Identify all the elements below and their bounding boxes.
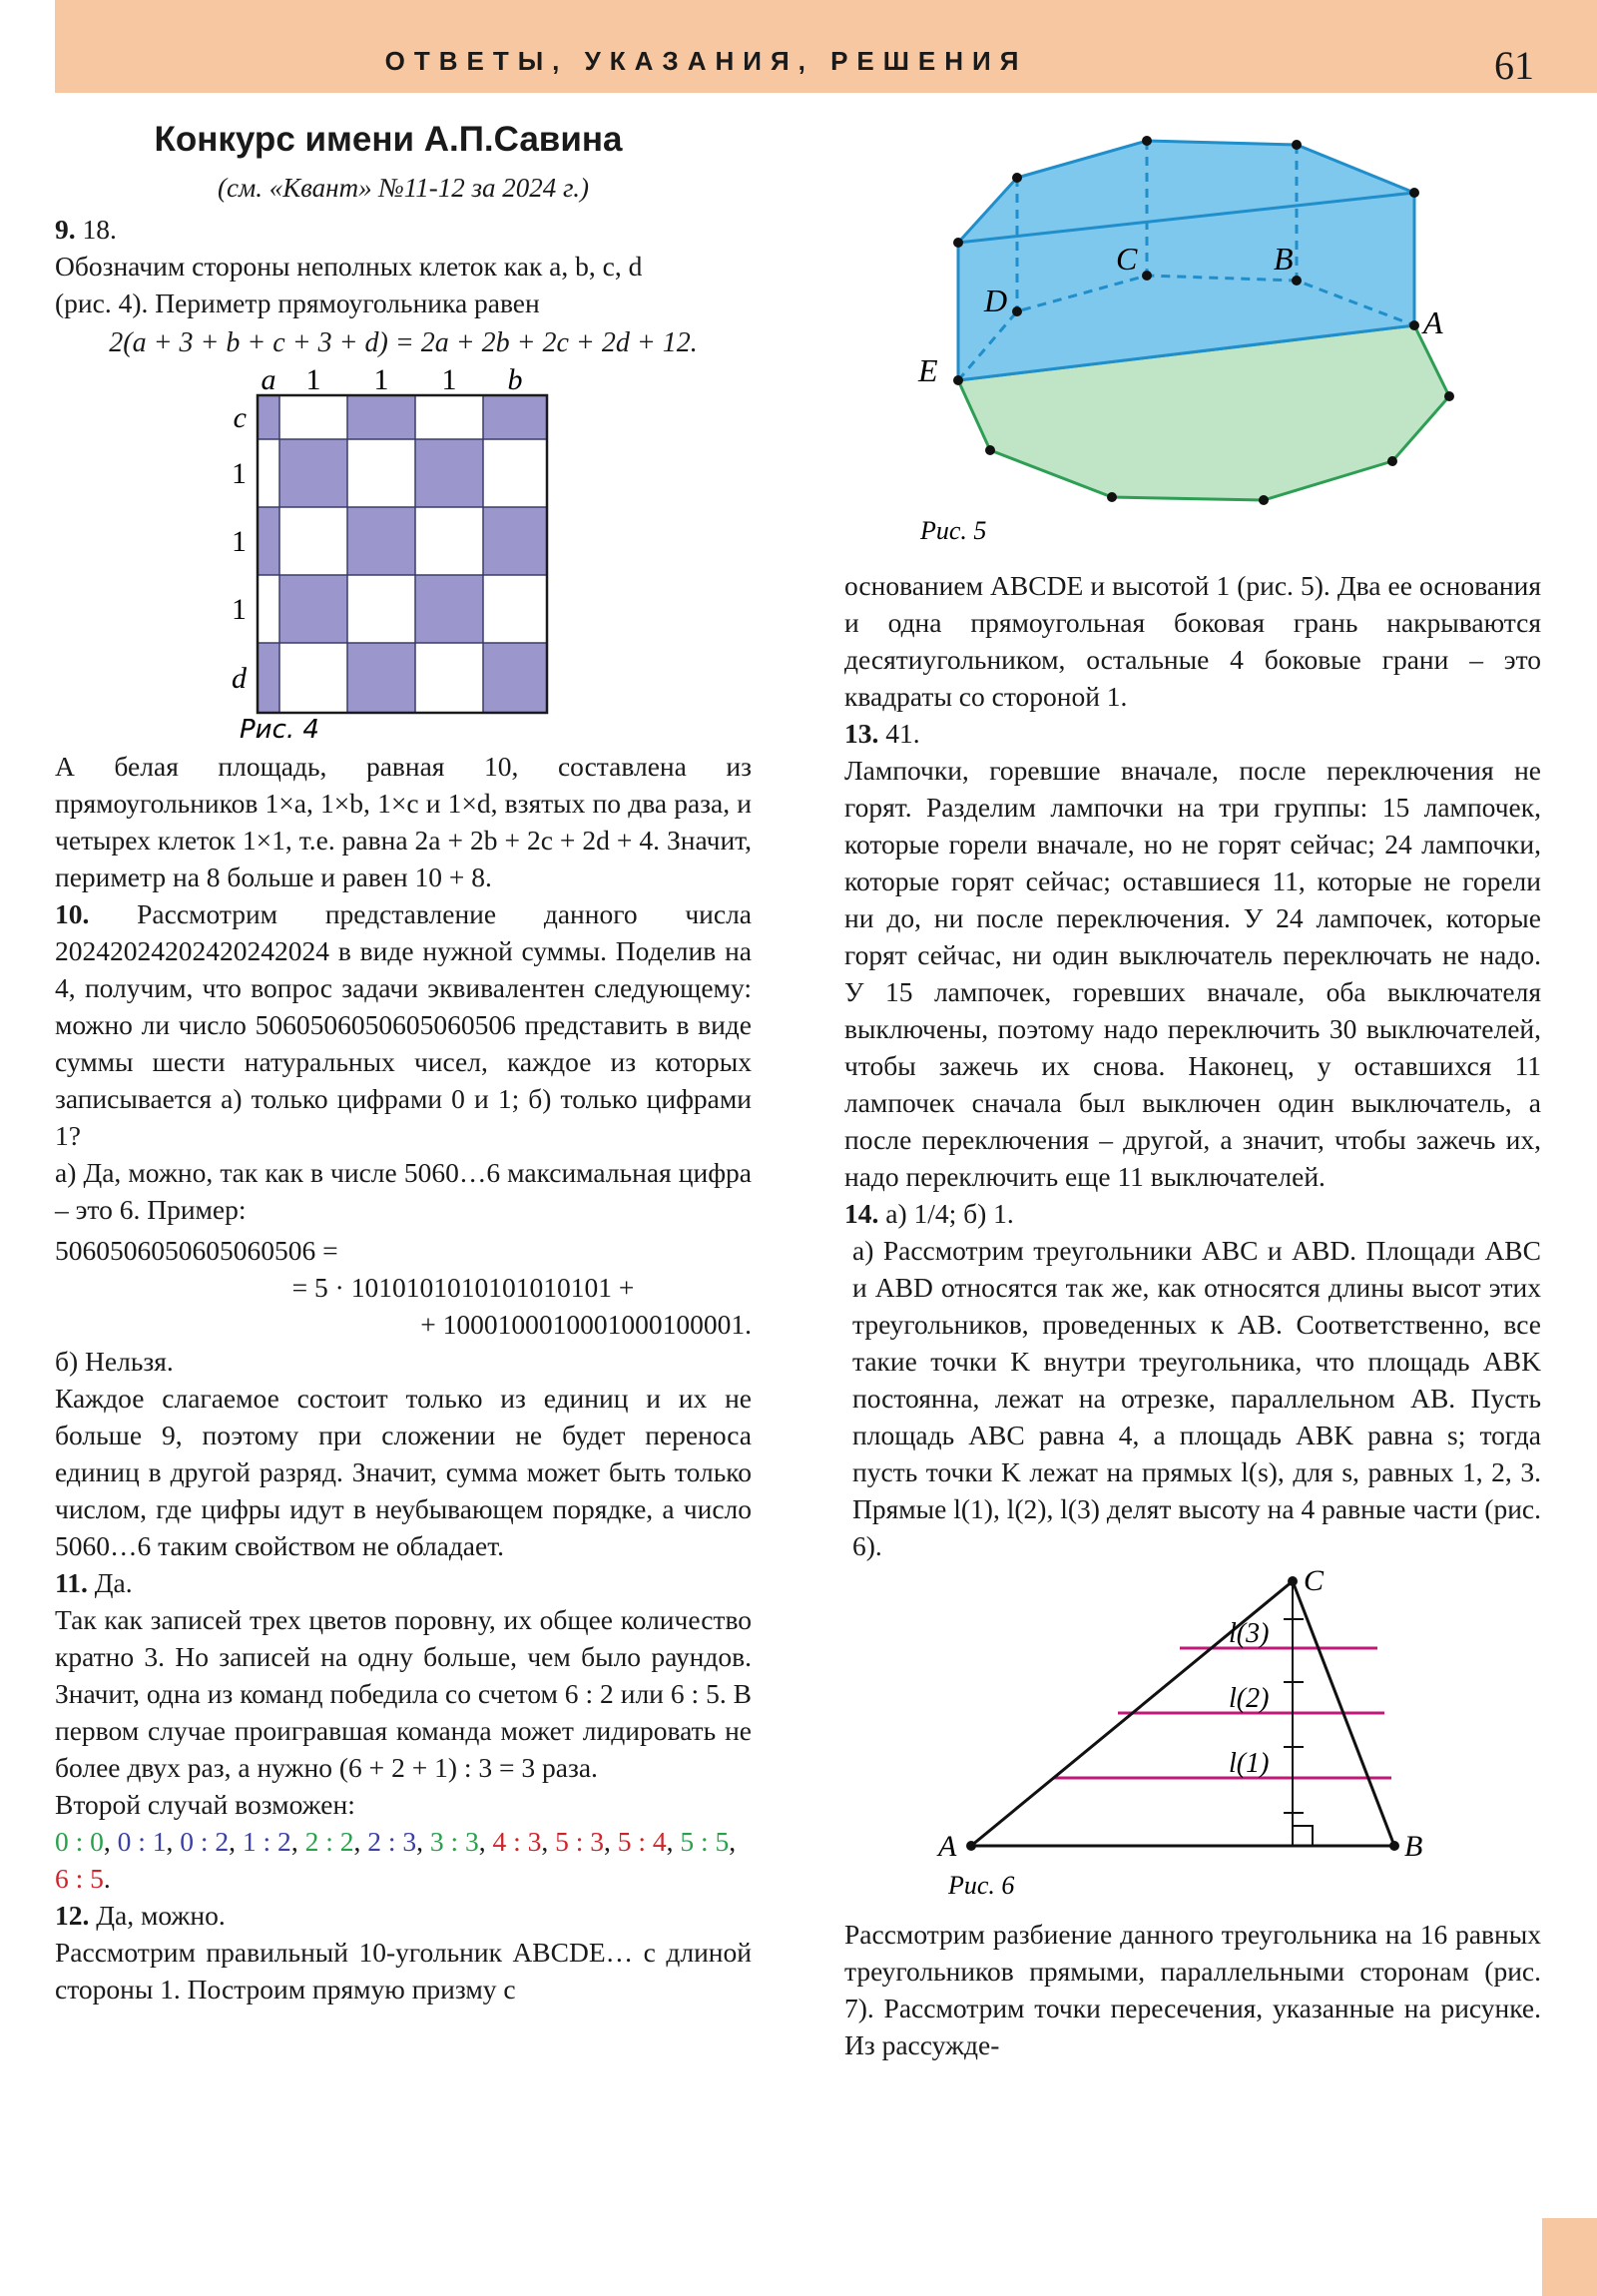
score-sequence: [55, 1823, 752, 1897]
problem-10-number: 10.: [55, 898, 90, 929]
problem-9-answer: [55, 211, 752, 248]
score-item: 5 : 4: [617, 1826, 667, 1857]
score-separator: ,: [541, 1826, 556, 1857]
figure-4: [55, 365, 752, 748]
figure-5: [844, 120, 1541, 559]
score-item: 5 : 5: [680, 1826, 730, 1857]
problem-13-answer: [844, 715, 1541, 752]
figure-6-caption: Рис. 6: [948, 1871, 1015, 1900]
checker-cell: [258, 643, 279, 713]
triangle-figure: [844, 1564, 1541, 1916]
score-separator: ,: [478, 1826, 493, 1857]
right-column: [844, 567, 1541, 2063]
checker-cell: [258, 507, 279, 575]
row-label: c: [233, 401, 247, 434]
score-separator: ,: [229, 1826, 243, 1857]
problem-13-answer-value: 41.: [885, 718, 920, 749]
score-separator: ,: [416, 1826, 430, 1857]
checker-cell: [347, 395, 415, 439]
problem-11-answer-value: Да.: [94, 1567, 133, 1598]
vertex-B: B: [1404, 1830, 1423, 1863]
problem-12-continued: основанием ABCDE и высотой 1 (рис. 5). Два ее основания и одна прямоугольная боковая грань накрываются десятиугольником, остальные 4 боковые грани – это квадраты со стороной 1.: [844, 570, 1541, 712]
checker-cell: [347, 643, 415, 713]
problem-13-number: 13.: [844, 718, 879, 749]
problem-11-second-case: Второй случай возможен:: [55, 1789, 355, 1820]
problem-10-explanation: Каждое слагаемое состоит только из единиц и их не больше 9, поэтому при сложении не будет переноса единиц в другой разряд. Значит, сумма может быть только числом, где цифры идут в неубывающем порядке, а число 5060…6 таким свойством не обладает.: [55, 1383, 752, 1561]
problem-13-text: Лампочки, горевшие вначале, после переключения не горят. Разделим лампочки на три группы: 15 лампочек, которые горели вначале, но не горят сейчас; 24 лампочки, которые горят сейчас; оставшиеся 11, которые не горели ни до, ни после переключения. У 24 лампочек, которые горят сейчас, ни один выключатель переключать не надо. У 15 лампочек, горевших вначале, оба выключателя выключены, поэтому надо переключить 30 выключателей, чтобы зажечь их снова. Наконец, у оставшихся 11 лампочек сначала был выключен один выключатель, а после переключения – другой, а значит, чтобы зажечь их, надо переключить еще 11 выключателей.: [844, 755, 1541, 1192]
problem-12-answer-value: Да, можно.: [96, 1900, 226, 1931]
label-l1: l(1): [1229, 1748, 1270, 1779]
problem-9-number: 9.: [55, 214, 76, 245]
score-item: 2 : 2: [304, 1826, 354, 1857]
score-separator: ,: [604, 1826, 618, 1857]
figure-4-caption: Рис. 4: [240, 715, 319, 745]
score-item: 2 : 3: [367, 1826, 417, 1857]
checker-cell: [415, 439, 483, 507]
perimeter-formula: 2(a + 3 + b + c + 3 + d) = 2a + 2b + 2c + 2d + 12.: [109, 327, 698, 358]
checker-cell: [483, 395, 547, 439]
problem-9-text-3: А белая площадь, равная 10, составлена из прямоугольников 1×a, 1×b, 1×c и 1×d, взятых по два раза, и четырех клеток 1×1, т.е. равна 2a + 2b + 2c + 2d + 4. Значит, периметр на 8 больше и равен 10 + 8.: [55, 751, 752, 892]
score-separator: ,: [290, 1826, 305, 1857]
score-separator: ,: [666, 1826, 681, 1857]
problem-14-continued: Рассмотрим разбиение данного треугольника на 16 равных треугольников прямыми, параллельными сторонам (рис. 7). Рассмотрим точки пересечения, указанные на рисунке. Из рассужде-: [844, 1919, 1541, 2060]
problem-10-intro: Рассмотрим представление данного числа 20242024202420242024 в виде нужной суммы. Поделив на 4, получим, что вопрос задачи эквивалентен следующему: можно ли число 5060506050605060506 представить в виде суммы шести натуральных чисел, каждое из которых записывается а) только цифрами 0 и 1; б) только цифрами 1?: [55, 898, 753, 1151]
score-item: 5 : 3: [555, 1826, 605, 1857]
problem-10-text: [55, 895, 752, 1154]
problem-12-text: Рассмотрим правильный 10-угольник ABCDE… с длиной стороны 1. Построим прямую призму с: [55, 1937, 752, 2005]
score-separator: .: [103, 1863, 111, 1894]
figure-5-caption: Рис. 5: [920, 516, 987, 545]
vertex-C: C: [1304, 1564, 1325, 1597]
column-label: b: [507, 365, 523, 396]
score-separator: ,: [729, 1826, 737, 1857]
column-label: 1: [441, 365, 457, 396]
checkerboard-figure: [55, 365, 752, 748]
problem-12-answer: [55, 1897, 752, 1934]
problem-14-number: 14.: [844, 1198, 879, 1229]
problem-11-number: 11.: [55, 1567, 88, 1598]
problem-9-answer-value: 18.: [82, 214, 117, 245]
row-label: 1: [232, 525, 247, 558]
label-B: B: [1274, 241, 1294, 277]
problem-14-text: а) Рассмотрим треугольники ABC и ABD. Площади ABC и ABD относятся так же, как относятся длины высот этих треугольников, проведенных к AB. Соответственно, все такие точки K внутри треугольника, что площадь ABK постоянна, лежат на отрезке, параллельном AB. Пусть площадь ABC равна 4, а площадь ABK равна s; тогда пусть точки K лежат на прямых l(s), для s, равных 1, 2, 3. Прямые l(1), l(2), l(3) делят высоту на 4 равные части (рис. 6).: [852, 1235, 1541, 1561]
score-separator: ,: [103, 1826, 118, 1857]
checker-cell: [258, 395, 279, 439]
checker-cell: [415, 575, 483, 643]
score-item: 0 : 1: [117, 1826, 167, 1857]
checker-cell: [279, 575, 347, 643]
example-line-1: 5060506050605060506 =: [55, 1235, 338, 1266]
row-label: 1: [232, 457, 247, 490]
label-E: E: [918, 352, 938, 388]
problem-14-answer-value: а) 1/4; б) 1.: [885, 1198, 1014, 1229]
checker-cell: [483, 507, 547, 575]
column-label: 1: [305, 365, 321, 396]
figure-6: [844, 1564, 1541, 1916]
label-l3: l(3): [1229, 1618, 1270, 1649]
column-label: 1: [373, 365, 389, 396]
problem-9-text-2: (рис. 4). Периметр прямоугольника равен: [55, 287, 540, 318]
score-item: 4 : 3: [492, 1826, 542, 1857]
label-C: C: [1116, 241, 1138, 277]
corner-tab: [1542, 2218, 1597, 2296]
problem-10-part-a: а) Да, можно, так как в числе 5060…6 максимальная цифра – это 6. Пример:: [55, 1157, 752, 1225]
vertex-A: A: [938, 1830, 957, 1863]
problem-10-part-b: б) Нельзя.: [55, 1346, 174, 1377]
problem-14-answer: [844, 1195, 1541, 1232]
problem-12-number: 12.: [55, 1900, 90, 1931]
checker-cell: [483, 643, 547, 713]
page-number: 61: [1494, 43, 1534, 88]
score-item: 1 : 2: [242, 1826, 291, 1857]
score-separator: ,: [353, 1826, 368, 1857]
problem-11-answer: [55, 1564, 752, 1601]
label-l2: l(2): [1229, 1683, 1270, 1714]
section-title: Конкурс имени А.П.Савина: [154, 120, 623, 159]
running-head: ОТВЕТЫ, УКАЗАНИЯ, РЕШЕНИЯ: [384, 46, 1028, 76]
score-item: 6 : 5: [55, 1863, 104, 1894]
checker-cell: [279, 439, 347, 507]
example-line-3: + 1000100010001000100001.: [420, 1309, 752, 1340]
section-subtitle: (см. «Квант» №11-12 за 2024 г.): [218, 173, 589, 203]
problem-11-text: Так как записей трех цветов поровну, их общее количество кратно 3. Но записей на одну больше, чем было раундов. Значит, одна из команд победила со счетом 6 : 2 или 6 : 5. В первом случае проигравшая команда может лидировать не более двух раз, а нужно (6 + 2 + 1) : 3 = 3 раза.: [55, 1604, 752, 1783]
score-item: 0 : 0: [55, 1826, 104, 1857]
example-line-2: = 5 · 1010101010101010101 +: [291, 1272, 635, 1303]
prism-figure: [844, 120, 1541, 559]
score-item: 3 : 3: [429, 1826, 479, 1857]
row-label: 1: [232, 593, 247, 626]
checker-cell: [347, 507, 415, 575]
column-label: a: [261, 365, 276, 396]
score-separator: ,: [166, 1826, 181, 1857]
left-column: [55, 110, 752, 2008]
problem-9-text-1: Обозначим стороны неполных клеток как a, b, c, d: [55, 251, 643, 282]
row-label: d: [232, 662, 247, 695]
label-D: D: [984, 283, 1008, 318]
label-A: A: [1423, 304, 1443, 340]
score-item: 0 : 2: [180, 1826, 230, 1857]
